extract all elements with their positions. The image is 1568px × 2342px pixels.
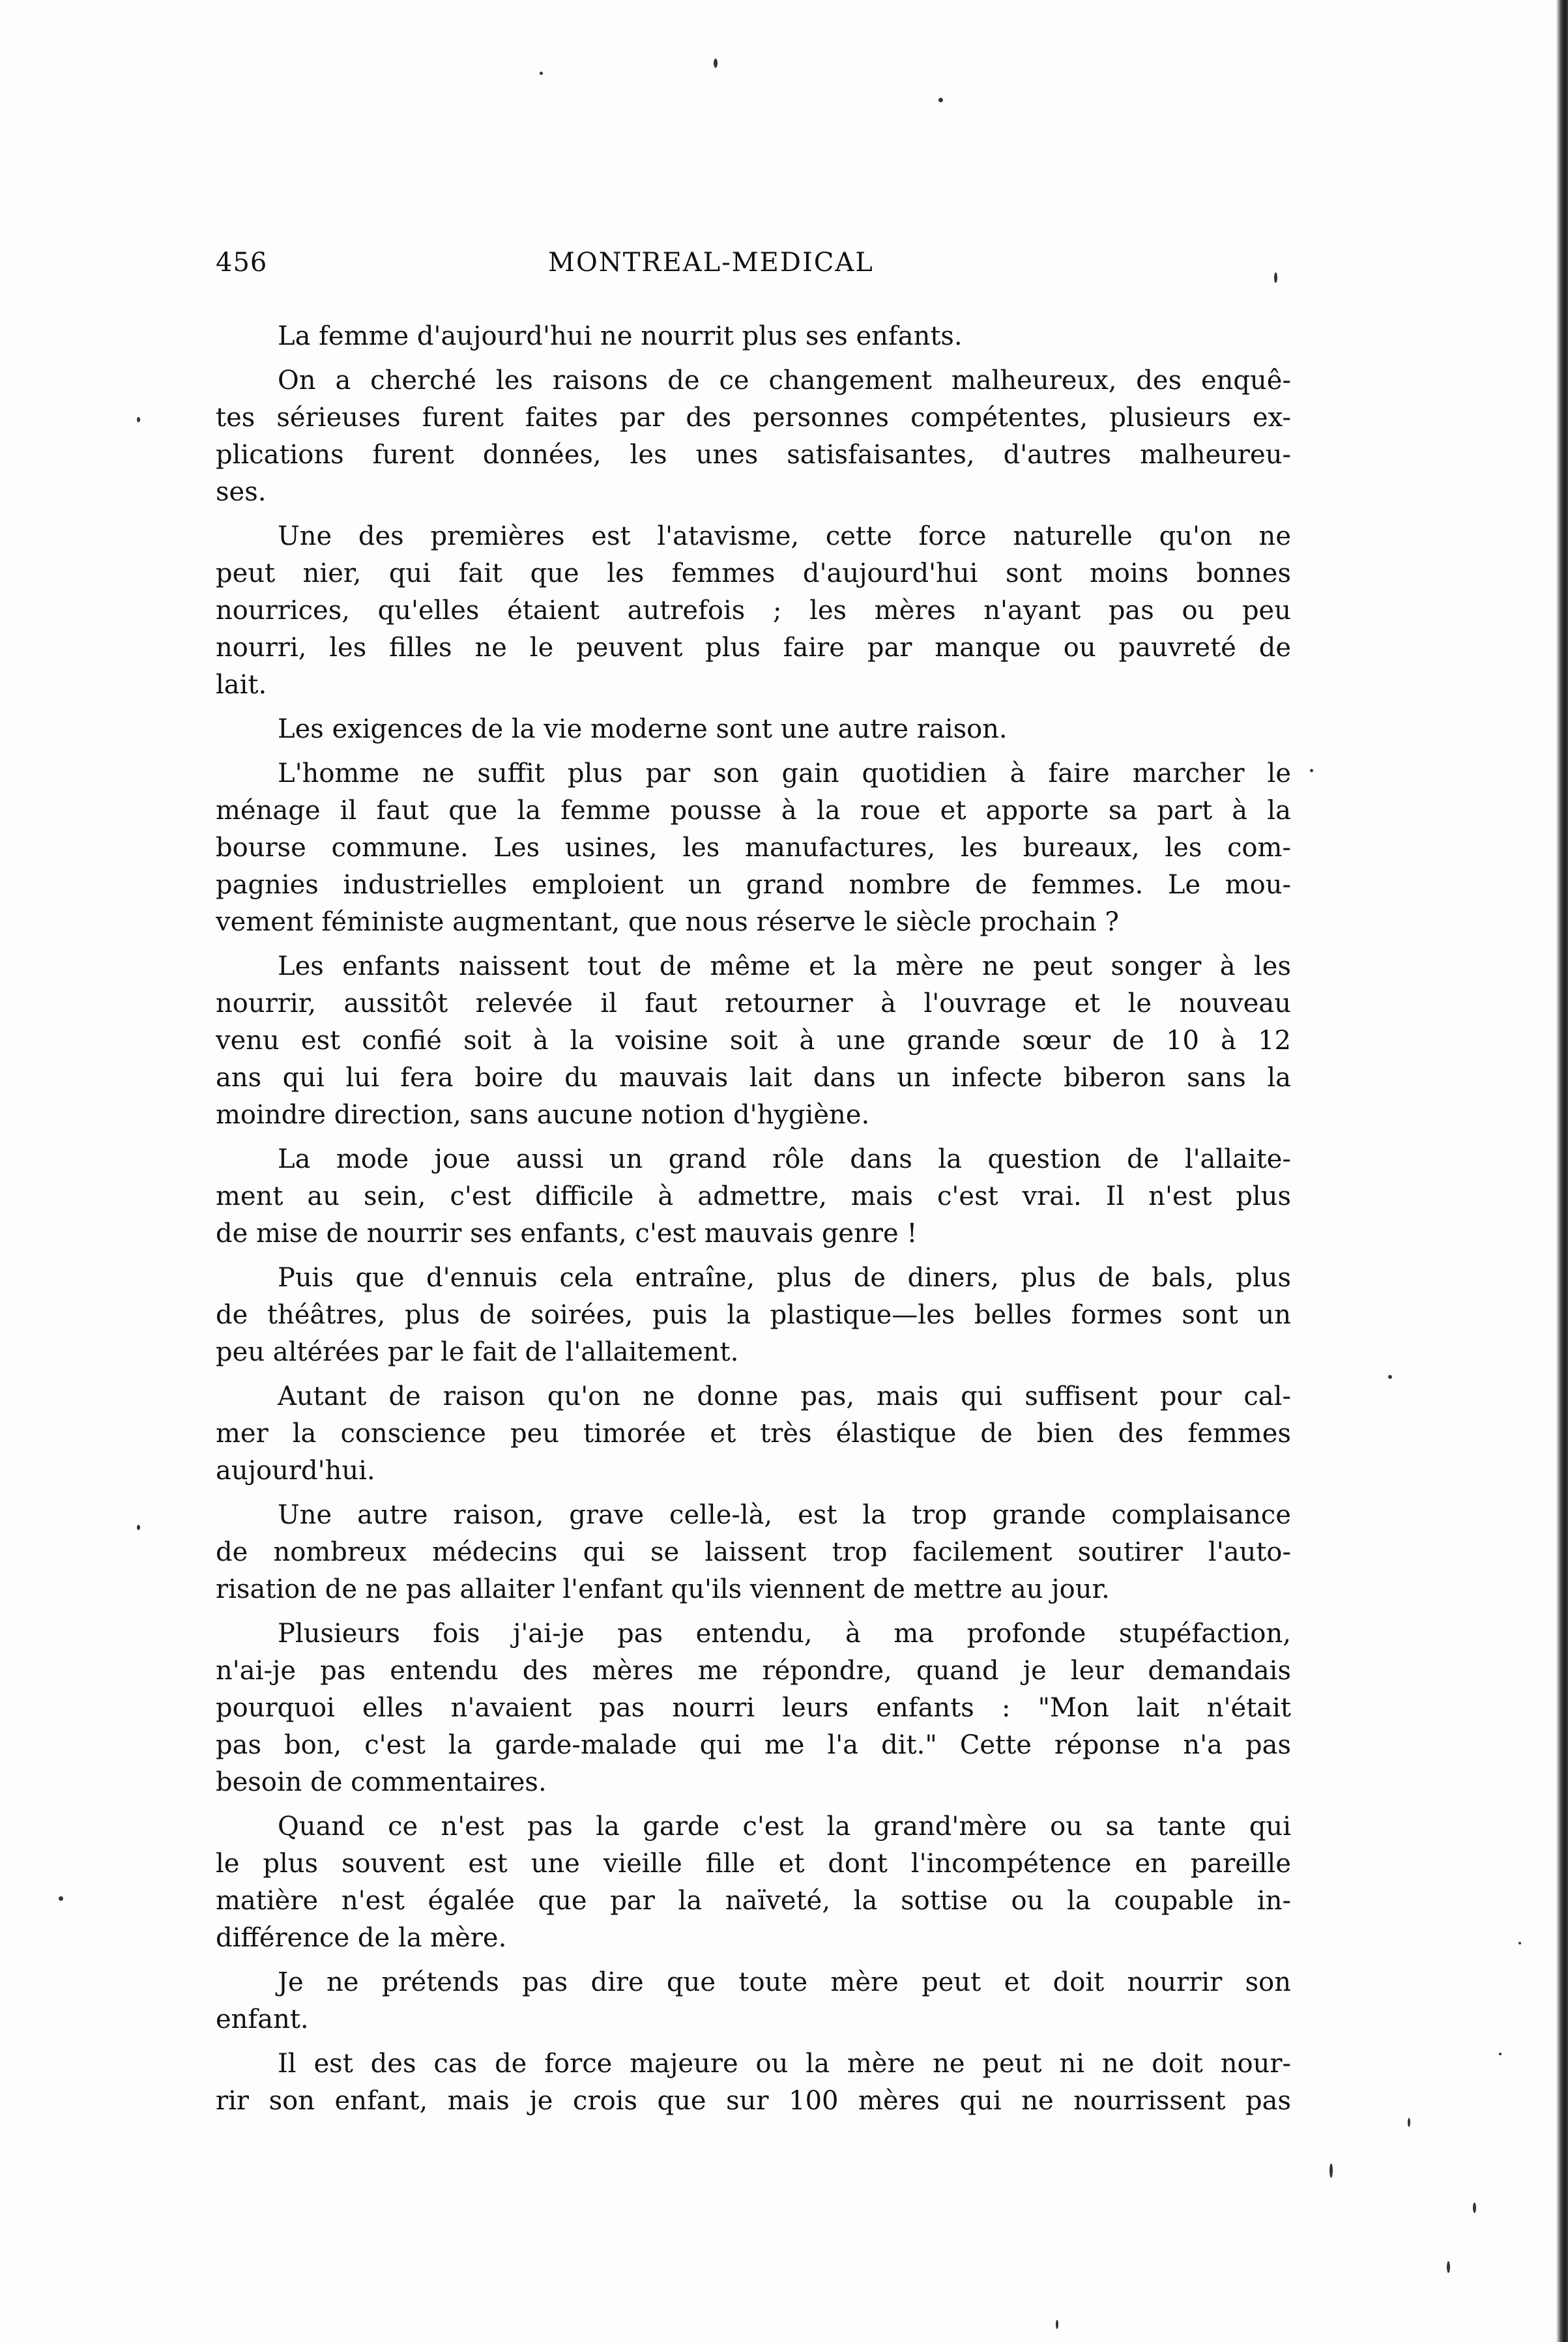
text-line: tes sérieuses furent faites par des personnes compétentes, plusieurs ex- (216, 403, 1291, 433)
paragraph (216, 755, 1291, 941)
text-line: ses. (216, 477, 267, 507)
text-line: venu est confié soit à la voisine soit à une grande sœur de 10 à 12 (216, 1026, 1291, 1056)
text-line: nourrir, aussitôt relevée il faut retourner à l'ouvrage et le nouveau (216, 989, 1291, 1019)
text-line: peut nier, qui fait que les femmes d'aujourd'hui sont moins bonnes (216, 558, 1291, 588)
text-line: de nombreux médecins qui se laissent trop facilement soutirer l'auto- (216, 1537, 1291, 1567)
text-line: enfant. (216, 2004, 309, 2034)
scan-speck (714, 59, 718, 68)
scan-speck (1499, 2053, 1502, 2055)
paragraph (216, 1497, 1291, 1608)
text-line: aujourd'hui. (216, 1456, 375, 1486)
text-line: mer la conscience peu timorée et très élastique de bien des femmes (216, 1419, 1291, 1449)
paragraph (216, 1808, 1291, 1957)
text-line: Je ne prétends pas dire que toute mère peut et doit nourrir son (278, 1967, 1291, 1997)
scan-speck (1310, 769, 1313, 772)
text-line: Une des premières est l'atavisme, cette force naturelle qu'on ne (278, 521, 1291, 551)
text-line: ans qui lui fera boire du mauvais lait dans un infecte biberon sans la (216, 1063, 1291, 1093)
journal-title: MONTREAL-MEDICAL (548, 248, 874, 278)
text-line: Quand ce n'est pas la garde c'est la grand'mère ou sa tante qui (278, 1812, 1291, 1842)
paragraph (216, 1378, 1291, 1490)
page-number: 456 (216, 248, 268, 278)
paragraph (216, 318, 1291, 355)
text-line: rir son enfant, mais je crois que sur 100 mères qui ne nourrissent pas (216, 2086, 1291, 2116)
paragraph (216, 1615, 1291, 1801)
article-body (216, 318, 1291, 2120)
scan-speck (1274, 272, 1277, 283)
text-line: Plusieurs fois j'ai-je pas entendu, à ma profonde stupéfaction, (278, 1619, 1291, 1649)
text-line: plications furent données, les unes satisfaisantes, d'autres malheureu- (216, 440, 1291, 470)
scan-speck (938, 98, 943, 102)
text-line: pas bon, c'est la garde-malade qui me l'a dit." Cette réponse n'a pas (216, 1730, 1291, 1760)
text-line: nourrices, qu'elles étaient autrefois ; les mères n'ayant pas ou peu (216, 596, 1291, 626)
scan-speck (1518, 1942, 1521, 1944)
scan-speck (1056, 2320, 1058, 2329)
text-line: Autant de raison qu'on ne donne pas, mais qui suffisent pour cal- (278, 1381, 1291, 1411)
text-line: L'homme ne suffit plus par son gain quotidien à faire marcher le (278, 759, 1291, 788)
text-line: La mode joue aussi un grand rôle dans la question de l'allaite- (278, 1144, 1291, 1174)
scan-speck (1408, 2118, 1410, 2127)
text-line: On a cherché les raisons de ce changement malheureux, des enquê- (278, 366, 1291, 396)
paragraph (216, 1141, 1291, 1252)
text-line: Puis que d'ennuis cela entraîne, plus de diners, plus de bals, plus (278, 1263, 1291, 1293)
running-head (216, 248, 1298, 287)
paragraph (216, 2046, 1291, 2120)
text-line: ménage il faut que la femme pousse à la roue et apporte sa part à la (216, 796, 1291, 826)
text-line: matière n'est égalée que par la naïveté, la sottise ou la coupable in- (216, 1886, 1291, 1916)
scan-speck (137, 1525, 140, 1530)
page-edge-shadow (1556, 0, 1568, 2342)
text-line: de théâtres, plus de soirées, puis la plastique—les belles formes sont un (216, 1300, 1291, 1330)
text-line: de mise de nourrir ses enfants, c'est mauvais genre ! (216, 1219, 918, 1249)
text-line: peu altérées par le fait de l'allaitement. (216, 1337, 739, 1367)
text-line: le plus souvent est une vieille fille et dont l'incompétence en pareille (216, 1849, 1291, 1879)
scan-speck (1447, 2261, 1450, 2273)
scan-speck (59, 1896, 63, 1901)
text-line: Les enfants naissent tout de même et la mère ne peut songer à les (278, 951, 1291, 981)
paragraph (216, 948, 1291, 1134)
scan-speck (540, 72, 543, 75)
text-line: moindre direction, sans aucune notion d'hygiène. (216, 1100, 870, 1130)
scan-speck (1329, 2163, 1333, 2178)
paragraph (216, 711, 1291, 748)
scan-speck (1388, 1375, 1392, 1379)
text-line: n'ai-je pas entendu des mères me répondre, quand je leur demandais (216, 1656, 1291, 1686)
scan-speck (1473, 2203, 1476, 2213)
text-line: différence de la mère. (216, 1923, 507, 1953)
text-line: pagnies industrielles emploient un grand nombre de femmes. Le mou- (216, 870, 1291, 900)
text-line: nourri, les filles ne le peuvent plus faire par manque ou pauvreté de (216, 633, 1291, 663)
text-line: risation de ne pas allaiter l'enfant qu'ils viennent de mettre au jour. (216, 1574, 1110, 1604)
paragraph (216, 1260, 1291, 1371)
text-line: Les exigences de la vie moderne sont une autre raison. (278, 714, 1008, 744)
text-line: La femme d'aujourd'hui ne nourrit plus ses enfants. (278, 321, 963, 351)
text-line: vement féministe augmentant, que nous réserve le siècle prochain ? (216, 907, 1119, 937)
text-line: ment au sein, c'est difficile à admettre, mais c'est vrai. Il n'est plus (216, 1181, 1291, 1211)
text-line: pourquoi elles n'avaient pas nourri leurs enfants : "Mon lait n'était (216, 1693, 1291, 1723)
text-line: Il est des cas de force majeure ou la mère ne peut ni ne doit nour- (278, 2049, 1291, 2079)
paragraph (216, 1964, 1291, 2038)
text-line: bourse commune. Les usines, les manufactures, les bureaux, les com- (216, 833, 1291, 863)
text-line: besoin de commentaires. (216, 1767, 547, 1797)
scan-speck (137, 417, 140, 422)
paragraph (216, 362, 1291, 511)
text-line: Une autre raison, grave celle-là, est la trop grande complaisance (278, 1500, 1291, 1530)
text-line: lait. (216, 670, 267, 700)
paragraph (216, 518, 1291, 704)
